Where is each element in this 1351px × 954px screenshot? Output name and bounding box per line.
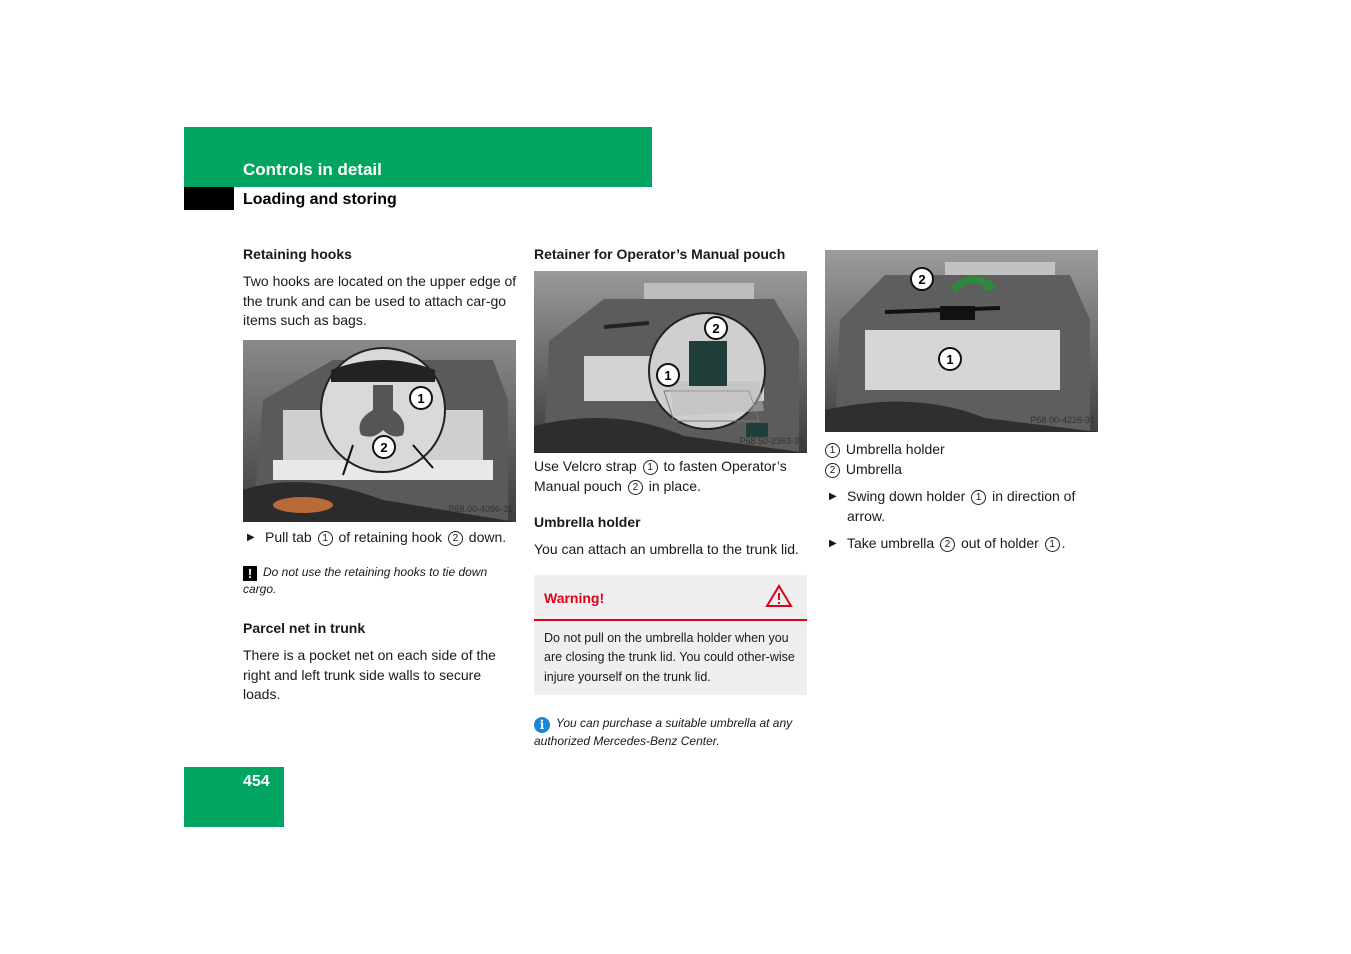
retaining-hooks-text: Two hooks are located on the upper edge of the trunk and can be used to attach car-go items such as bags. xyxy=(243,273,517,328)
numeral-1: 1 xyxy=(971,490,986,505)
heading-manual-pouch: Retainer for Operator’s Manual pouch xyxy=(534,246,786,262)
column-left xyxy=(243,245,517,705)
figure-legend xyxy=(825,440,1099,479)
numeral-1: 1 xyxy=(1045,537,1060,552)
figure-label-2: 2 xyxy=(380,439,388,455)
numeral-1: 1 xyxy=(643,460,658,475)
figure-code: P68.00-4226-31 xyxy=(1030,414,1095,425)
warning-header xyxy=(534,575,807,621)
figure-label-2: 2 xyxy=(712,321,720,336)
velcro-strap-text: Use Velcro strap 1 to fasten Operator’s Manual pouch 2 in place. xyxy=(534,458,787,494)
exclamation-icon: ! xyxy=(243,566,257,581)
figure-label-2: 2 xyxy=(918,272,926,287)
legend-item-1: 1 Umbrella holder xyxy=(825,440,1099,460)
umbrella-holder-text: You can attach an umbrella to the trunk lid. xyxy=(534,541,799,557)
bullet-triangle-icon: ▶ xyxy=(829,538,837,549)
figure-retaining-hooks xyxy=(243,340,516,522)
trunk-hook-illustration xyxy=(243,340,516,522)
info-note: i You can purchase a suitable umbrella at any authorized Mercedes-Benz Center. xyxy=(534,716,793,748)
numeral-2: 2 xyxy=(940,537,955,552)
numeral-2: 2 xyxy=(448,531,463,546)
section-title: Controls in detail xyxy=(243,160,382,179)
bullet-triangle-icon: ▶ xyxy=(829,491,837,502)
instruction-pull-tab: ▶ Pull tab 1 of retaining hook 2 down. xyxy=(243,528,517,548)
numeral-1: 1 xyxy=(318,531,333,546)
parcel-net-text: There is a pocket net on each side of the right and left trunk side walls to secure loads. xyxy=(243,647,496,702)
legend-item-2: 2 Umbrella xyxy=(825,460,1099,480)
trunk-umbrella-illustration xyxy=(825,250,1098,432)
figure-label-1: 1 xyxy=(417,390,425,406)
warning-title: Warning! xyxy=(544,589,605,606)
subsection-title: Loading and storing xyxy=(243,191,397,208)
instruction-swing-down: ▶ Swing down holder 1 in direction of arrow. xyxy=(829,488,1076,524)
page-number: 454 xyxy=(243,773,270,790)
warning-text: Do not pull on the umbrella holder when you are closing the trunk lid. You could other-wise injure yourself on the trunk lid. xyxy=(544,630,795,684)
heading-umbrella-holder: Umbrella holder xyxy=(534,514,641,530)
figure-code: P68.50-2363-31 xyxy=(739,435,804,446)
warning-box xyxy=(534,575,807,696)
figure-code: P68.00-4096-31 xyxy=(448,504,513,514)
info-icon: i xyxy=(534,717,550,733)
column-right xyxy=(825,250,1099,554)
instruction-take-umbrella: ▶ Take umbrella 2 out of holder 1 . xyxy=(825,534,1099,554)
column-middle xyxy=(534,245,808,750)
warning-triangle-icon xyxy=(765,584,793,608)
header-marker xyxy=(184,187,234,210)
figure-label-1: 1 xyxy=(946,352,954,367)
figure-umbrella-holder xyxy=(825,250,1098,432)
heading-parcel-net: Parcel net in trunk xyxy=(243,620,366,636)
numeral-2: 2 xyxy=(628,480,643,495)
figure-label-1: 1 xyxy=(664,368,672,383)
caution-note: ! Do not use the retaining hooks to tie down cargo. xyxy=(243,565,488,596)
figure-manual-pouch xyxy=(534,271,807,453)
bullet-triangle-icon: ▶ xyxy=(247,531,255,543)
trunk-pouch-illustration xyxy=(534,271,807,453)
heading-retaining-hooks: Retaining hooks xyxy=(243,246,352,262)
